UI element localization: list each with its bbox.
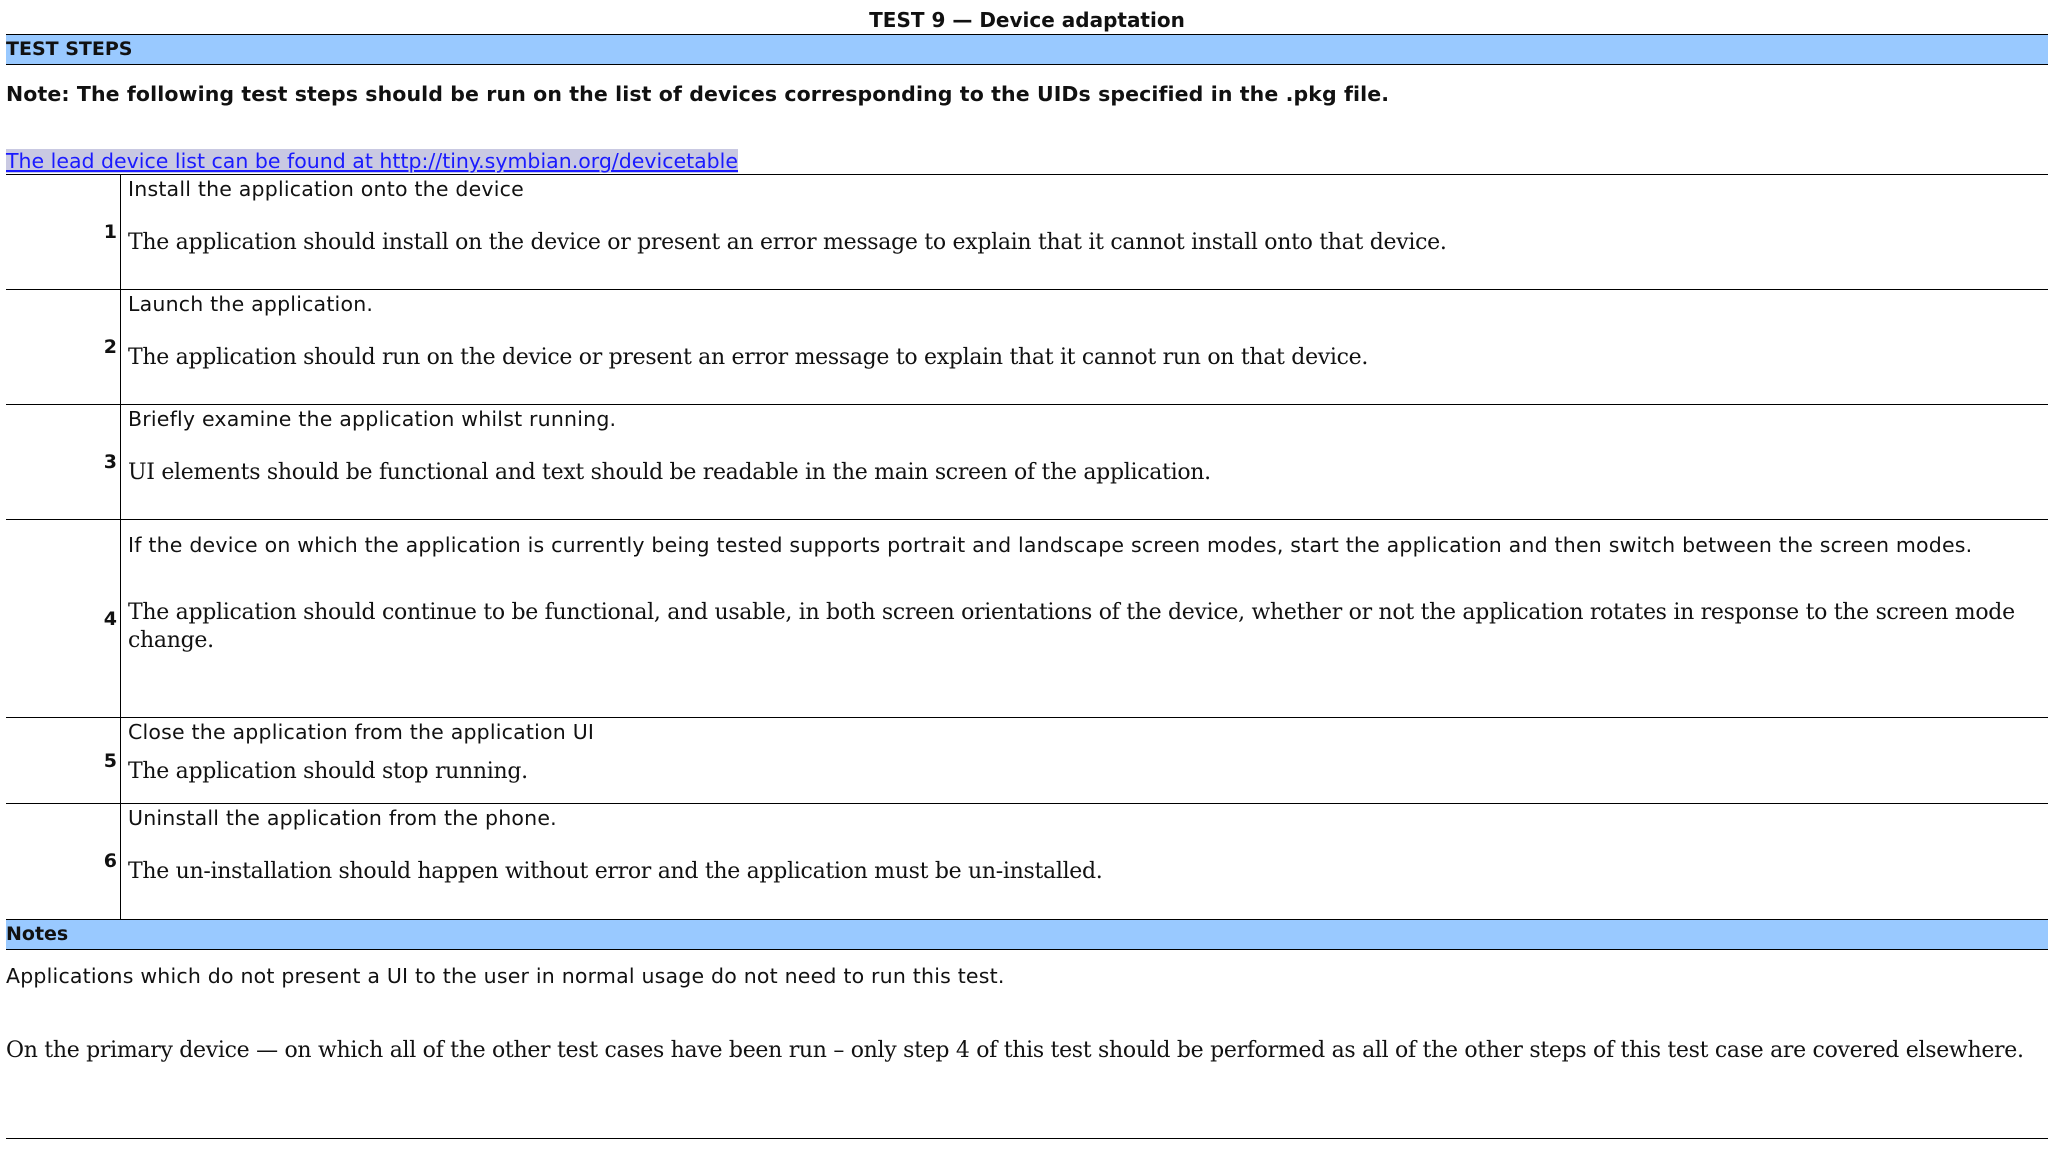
document-page bbox=[6, 0, 2048, 1065]
step-content bbox=[121, 175, 2048, 290]
step-action: Launch the application. bbox=[128, 292, 374, 316]
notes-header: Notes bbox=[6, 919, 2048, 950]
step-action: Install the application onto the device bbox=[128, 177, 524, 201]
steps-table bbox=[6, 174, 2048, 919]
step-row bbox=[6, 175, 2048, 290]
step-expected-result: The application should install on the device or present an error message to explain that it cannot install onto that device. bbox=[128, 230, 1447, 255]
bottom-rule bbox=[6, 1138, 2048, 1139]
step-row bbox=[6, 520, 2048, 718]
step-expected-result: UI elements should be functional and text should be readable in the main screen of the application. bbox=[128, 460, 1211, 485]
step-content bbox=[121, 718, 2048, 804]
step-expected-result: The application should stop running. bbox=[128, 759, 528, 784]
step-content bbox=[121, 290, 2048, 405]
step-content bbox=[121, 804, 2048, 919]
step-number: 5 bbox=[6, 718, 121, 804]
step-number: 2 bbox=[6, 290, 121, 405]
test-steps-header: TEST STEPS bbox=[6, 35, 2048, 65]
step-action: If the device on which the application is currently being tested supports portrait and landscape screen modes, start the application and then switch between the screen modes. bbox=[128, 533, 1973, 557]
step-number: 6 bbox=[6, 804, 121, 919]
lead-device-link-line bbox=[6, 148, 2048, 174]
step-action: Close the application from the application UI bbox=[128, 720, 595, 744]
step-action: Briefly examine the application whilst running. bbox=[128, 407, 617, 431]
step-row bbox=[6, 405, 2048, 520]
devices-note: Note: The following test steps should be run on the list of devices corresponding to the UIDs specified in the .pkg file. bbox=[6, 82, 1390, 106]
step-expected-result: The application should run on the device or present an error message to explain that it cannot run on that device. bbox=[128, 345, 1369, 370]
step-expected-result: The application should continue to be functional, and usable, in both screen orientations of the device, whether or not the application rotates in response to the screen mode change. bbox=[128, 600, 2015, 653]
step-row bbox=[6, 718, 2048, 804]
step-row bbox=[6, 804, 2048, 919]
document-title: TEST 9 — Device adaptation bbox=[6, 0, 2048, 35]
step-number: 1 bbox=[6, 175, 121, 290]
step-content bbox=[121, 520, 2048, 718]
step-action: Uninstall the application from the phone. bbox=[128, 806, 557, 830]
notes-paragraph-primary-device: On the primary device — on which all of the other test cases have been run – only step 4 of this test should be performed as all of the other steps of this test case are covered elsewhere. bbox=[6, 1037, 2024, 1063]
step-expected-result: The un-installation should happen without error and the application must be un-installed. bbox=[128, 859, 1103, 884]
step-number: 4 bbox=[6, 520, 121, 718]
step-row bbox=[6, 290, 2048, 405]
step-number: 3 bbox=[6, 405, 121, 520]
step-content bbox=[121, 405, 2048, 520]
lead-device-link[interactable]: The lead device list can be found at http://tiny.symbian.org/devicetable bbox=[6, 149, 738, 173]
notes-paragraph-ui: Applications which do not present a UI to the user in normal usage do not need to run this test. bbox=[6, 963, 1005, 988]
